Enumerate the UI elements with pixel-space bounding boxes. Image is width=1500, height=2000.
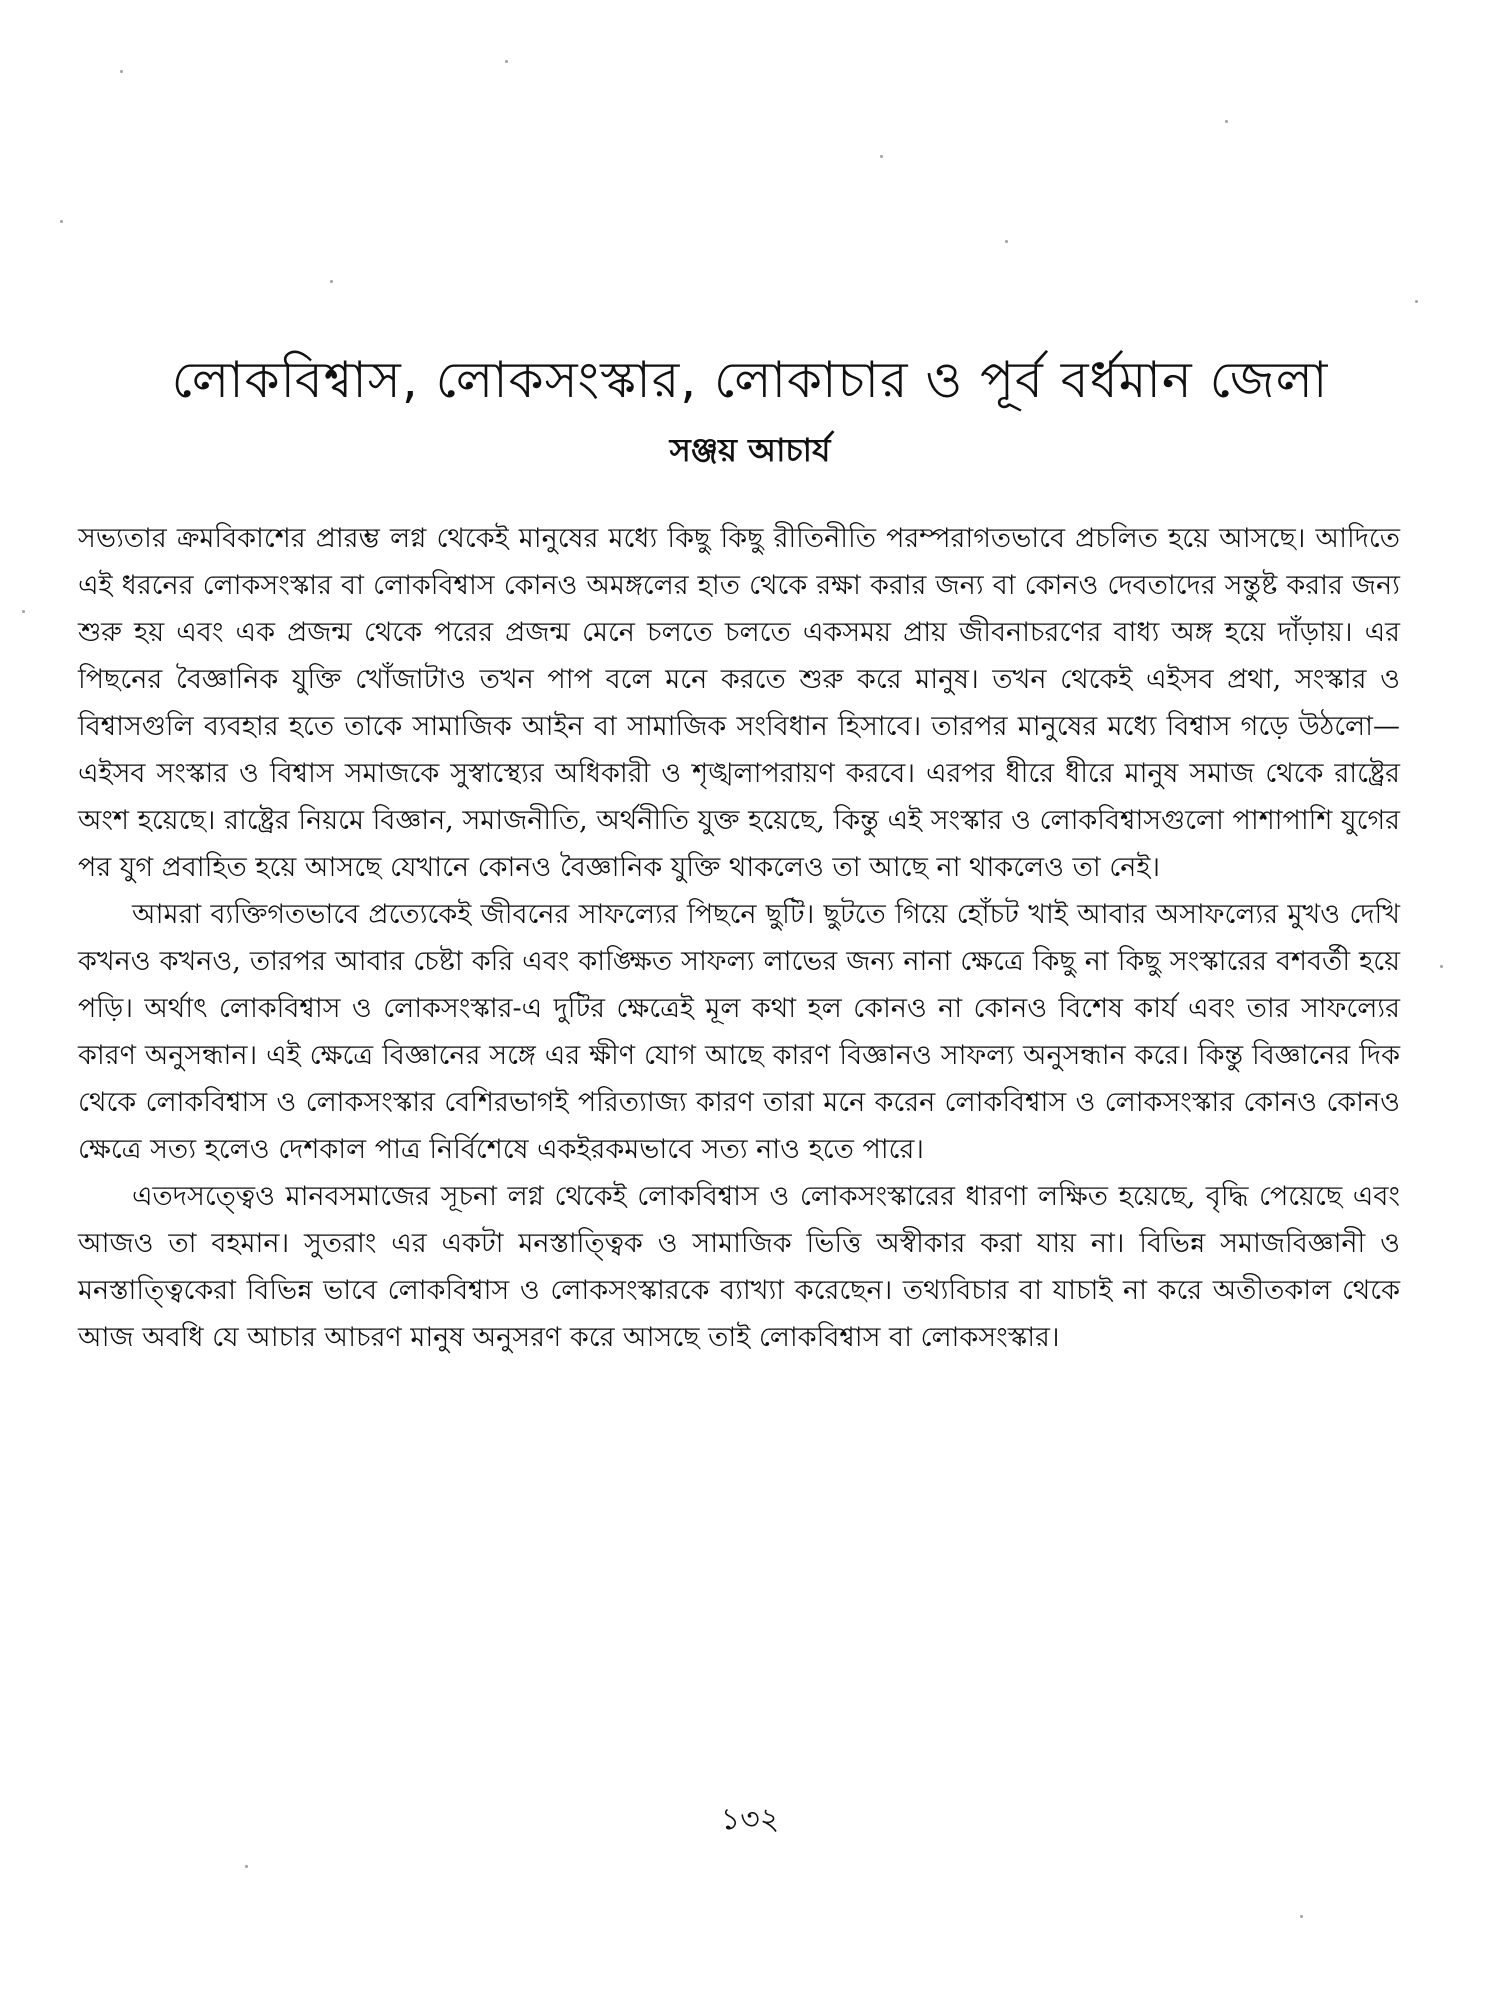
scan-speckle [60,220,63,223]
scan-speckle [1415,300,1418,303]
scan-speckle [1440,965,1443,968]
scan-speckle [1005,240,1008,243]
body-text [78,515,1400,1361]
paragraph-1: সভ্যতার ক্রমবিকাশের প্রারম্ভ লগ্ন থেকেই মানুষের মধ্যে কিছু কিছু রীতিনীতি পরম্পরাগতভাবে প্রচলিত হয়ে আসছে। আদিতে এই ধরনের লোকসংস্কার বা লোকবিশ্বাস কোনও অমঙ্গলের হাত থেকে রক্ষা করার জন্য বা কোনও দেবতাদের সন্তুষ্ট করার জন্য শুরু হয় এবং এক প্রজন্ম থেকে পরের প্রজন্ম মেনে চলতে চলতে একসময় প্রায় জীবনাচরণের বাধ্য অঙ্গ হয়ে দাঁড়ায়। এর পিছনের বৈজ্ঞানিক যুক্তি খোঁজাটাও তখন পাপ বলে মনে করতে শুরু করে মানুষ। তখন থেকেই এইসব প্রথা, সংস্কার ও বিশ্বাসগুলি ব্যবহার হতে তাকে সামাজিক আইন বা সামাজিক সংবিধান হিসাবে। তারপর মানুষের মধ্যে বিশ্বাস গড়ে উঠলো—এইসব সংস্কার ও বিশ্বাস সমাজকে সুস্বাস্থ্যের অধিকারী ও শৃঙ্খলাপরায়ণ করবে। এরপর ধীরে ধীরে মানুষ সমাজ থেকে রাষ্ট্রের অংশ হয়েছে। রাষ্ট্রের নিয়মে বিজ্ঞান, সমাজনীতি, অর্থনীতি যুক্ত হয়েছে, কিন্তু এই সংস্কার ও লোকবিশ্বাসগুলো পাশাপাশি যুগের পর যুগ প্রবাহিত হয়ে আসছে যেখানে কোনও বৈজ্ঞানিক যুক্তি থাকলেও তা আছে না থাকলেও তা নেই। [78,523,1400,883]
scan-speckle [1300,1915,1303,1918]
scan-speckle [505,60,508,63]
scan-speckle [880,155,883,158]
author-name: সঞ্জয় আচার্য [669,431,831,469]
scan-speckle [120,70,123,73]
page-number: ১৩২ [720,1802,780,1837]
scan-speckle [22,610,25,613]
scan-speckle [245,1865,248,1868]
paragraph-3: এতদসত্ত্বেও মানবসমাজের সূচনা লগ্ন থেকেই লোকবিশ্বাস ও লোকসংস্কারের ধারণা লক্ষিত হয়েছে, বৃদ্ধি পেয়েছে এবং আজও তা বহমান। সুতরাং এর একটা মনস্তাত্ত্বিক ও সামাজিক ভিত্তি অস্বীকার করা যায় না। বিভিন্ন সমাজবিজ্ঞানী ও মনস্তাত্ত্বিকেরা বিভিন্ন ভাবে লোকবিশ্বাস ও লোকসংস্কারকে ব্যাখ্যা করেছেন। তথ্যবিচার বা যাচাই না করে অতীতকাল থেকে আজ অবধি যে আচার আচরণ মানুষ অনুসরণ করে আসছে তাই লোকবিশ্বাস বা লোকসংস্কার। [78,1181,1400,1353]
scan-speckle [330,280,333,283]
scan-speckle [1225,120,1228,123]
paragraph-2: আমরা ব্যক্তিগতভাবে প্রত্যেকেই জীবনের সাফল্যের পিছনে ছুটি। ছুটতে গিয়ে হোঁচট খাই আবার অসাফল্যের মুখও দেখি কখনও কখনও, তারপর আবার চেষ্টা করি এবং কাঙ্ক্ষিত সাফল্য লাভের জন্য নানা ক্ষেত্রে কিছু না কিছু সংস্কারের বশবর্তী হয়ে পড়ি। অর্থাৎ লোকবিশ্বাস ও লোকসংস্কার-এ দুটির ক্ষেত্রেই মূল কথা হল কোনও না কোনও বিশেষ কার্য এবং তার সাফল্যের কারণ অনুসন্ধান। এই ক্ষেত্রে বিজ্ঞানের সঙ্গে এর ক্ষীণ যোগ আছে কারণ বিজ্ঞানও সাফল্য অনুসন্ধান করে। কিন্তু বিজ্ঞানের দিক থেকে লোকবিশ্বাস ও লোকসংস্কার বেশিরভাগই পরিত্যাজ্য কারণ তারা মনে করেন লোকবিশ্বাস ও লোকসংস্কার কোনও কোনও ক্ষেত্রে সত্য হলেও দেশকাল পাত্র নির্বিশেষে একইরকমভাবে সত্য নাও হতে পারে। [78,899,1400,1165]
document-title: লোকবিশ্বাস, লোকসংস্কার, লোকাচার ও পূর্ব বর্ধমান জেলা [171,351,1329,409]
